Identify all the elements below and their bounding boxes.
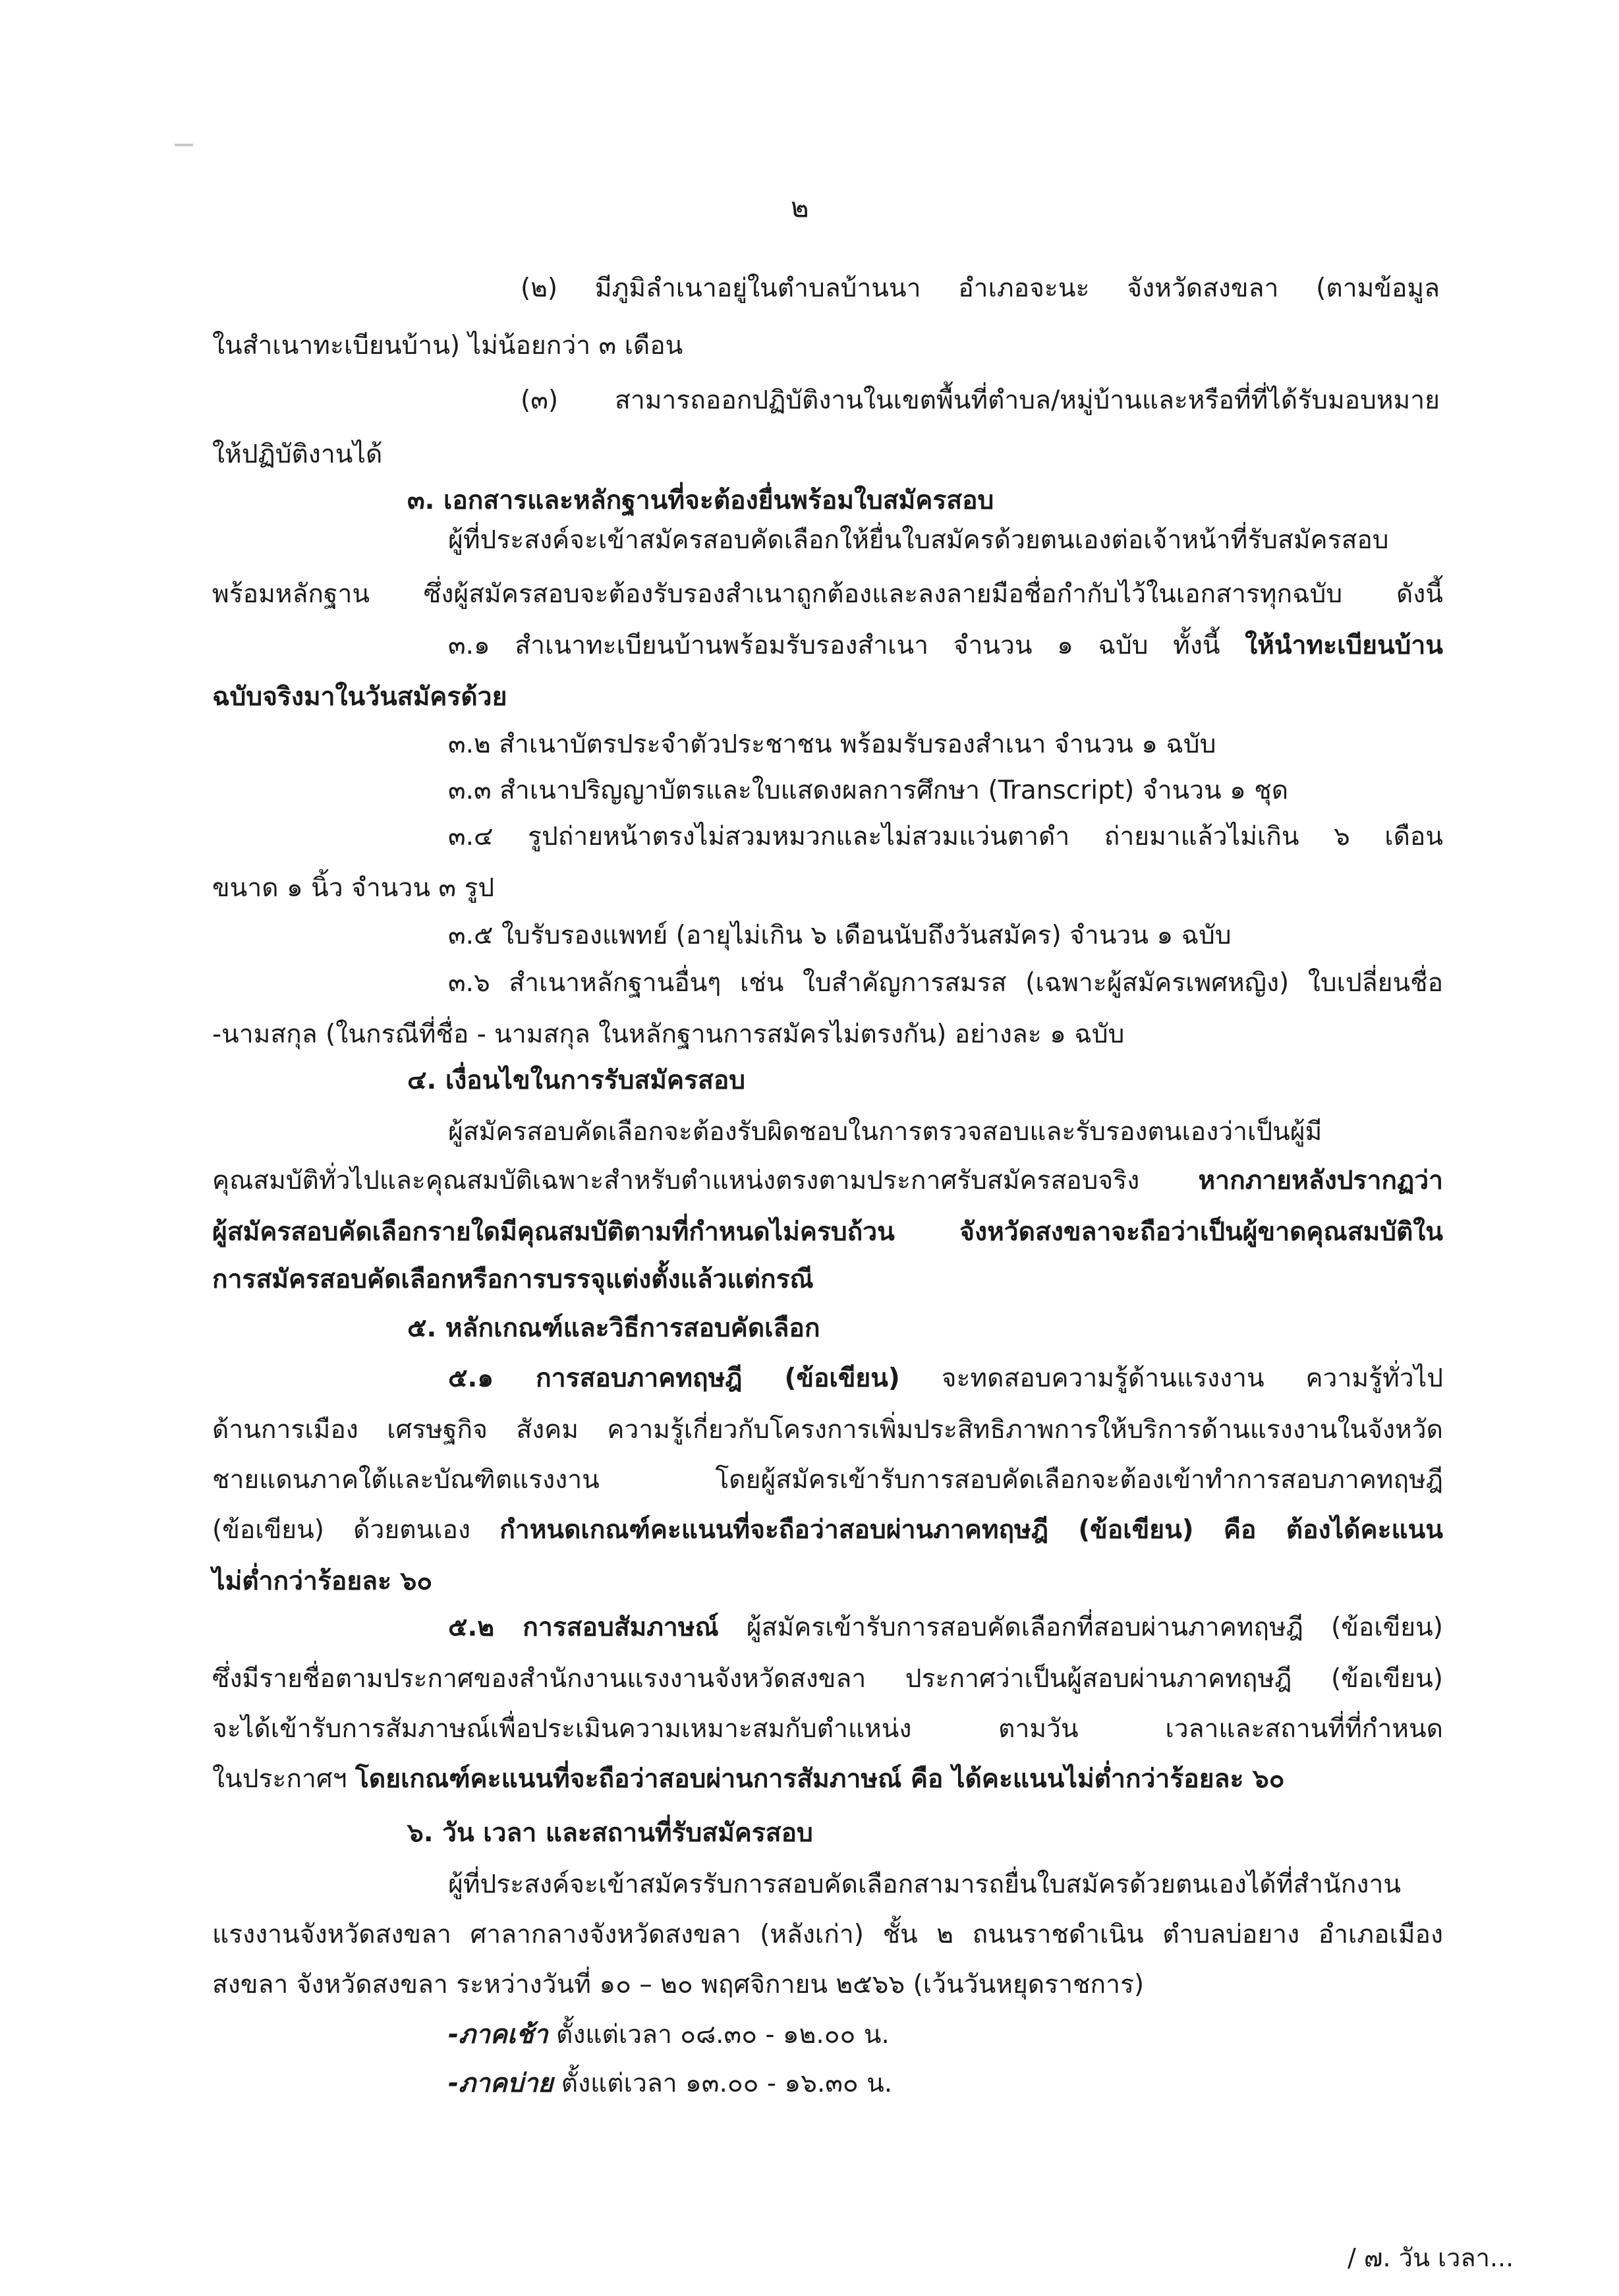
schedule-morning: -ภาคเช้า ตั้งแต่เวลา ๐๘.๓๐ - ๑๒.๐๐ น. [448,2020,890,2050]
doc-3-5: ๓.๕ ใบรับรองแพทย์ (อายุไม่เกิน ๖ เดือนนับถึงวันสมัคร) จำนวน ๑ ฉบับ [448,921,1232,950]
doc-3-4: ๓.๔ รูปถ่ายหน้าตรงไม่สวมหมวกและไม่สวมแว่นตาดำ ถ่ายมาแล้วไม่เกิน ๖ เดือน [448,822,1443,851]
section-6-para-3: สงขลา จังหวัดสงขลา ระหว่างวันที่ ๑๐ – ๒๐ พฤศจิกายน ๒๕๖๖ (เว้นวันหยุดราชการ) [212,1970,1145,1999]
section-4-para-2: คุณสมบัติทั่วไปและคุณสมบัติเฉพาะสำหรับตำแหน่งตรงตามประกาศรับสมัครสอบจริง หากภายหลังปรากฏว่า [212,1166,1443,1195]
doc-3-4-cont: ขนาด ๑ นิ้ว จำนวน ๓ รูป [212,873,495,903]
section-4-para-1: ผู้สมัครสอบคัดเลือกจะต้องรับผิดชอบในการตรวจสอบและรับรองตนเองว่าเป็นผู้มี [448,1117,1322,1147]
section-6-heading: ๖. วัน เวลา และสถานที่รับสมัครสอบ [407,1818,813,1848]
section-3-para-1: ผู้ที่ประสงค์จะเข้าสมัครสอบคัดเลือกให้ยื่นใบสมัครด้วยตนเองต่อเจ้าหน้าที่รับสมัครสอบ [448,525,1389,555]
item-3-line: (๓) สามารถออกปฏิบัติงานในเขตพื้นที่ตำบล/หมู่บ้านและหรือที่ที่ได้รับมอบหมาย [521,386,1440,415]
doc-3-1-cont: ฉบับจริงมาในวันสมัครด้วย [212,682,507,712]
section-4-heading: ๔. เงื่อนไขในการรับสมัครสอบ [407,1066,746,1095]
section-3-para-2: พร้อมหลักฐาน ซึ่งผู้สมัครสอบจะต้องรับรองสำเนาถูกต้องและลงลายมือชื่อกำกับไว้ในเอกสารทุกฉบับ ดังนี้ [212,579,1443,609]
item-2-cont: ในสำเนาทะเบียนบ้าน) ไม่น้อยกว่า ๓ เดือน [212,331,683,360]
section-4-para-4: การสมัครสอบคัดเลือกหรือการบรรจุแต่งตั้งแล้วแต่กรณี [212,1265,814,1294]
doc-3-2: ๓.๒ สำเนาบัตรประจำตัวประชาชน พร้อมรับรองสำเนา จำนวน ๑ ฉบับ [448,730,1216,759]
item-2-line: (๒) มีภูมิลำเนาอยู่ในตำบลบ้านนา อำเภอจะนะ จังหวัดสงขลา (ตามข้อมูล [521,273,1440,303]
doc-3-1: ๓.๑ สำเนาทะเบียนบ้านพร้อมรับรองสำเนา จำนวน ๑ ฉบับ ทั้งนี้ ให้นำทะเบียนบ้าน [448,631,1443,660]
criteria-5-2-cont-2: จะได้เข้ารับการสัมภาษณ์เพื่อประเมินความเหมาะสมกับตำแหน่ง ตามวัน เวลาและสถานที่ที่กำหนด [212,1714,1443,1744]
doc-3-6-cont: -นามสกุล (ในกรณีที่ชื่อ - นามสกุล ในหลักฐานการสมัครไม่ตรงกัน) อย่างละ ๑ ฉบับ [212,1019,1125,1049]
criteria-5-1-cont-1: ด้านการเมือง เศรษฐกิจ สังคม ความรู้เกี่ยวกับโครงการเพิ่มประสิทธิภาพการให้บริการด้านแรงงานในจังหวัด [212,1415,1443,1445]
section-3-heading: ๓. เอกสารและหลักฐานที่จะต้องยื่นพร้อมใบสมัครสอบ [407,486,994,515]
scan-artifact [175,144,193,146]
section-6-para-2: แรงงานจังหวัดสงขลา ศาลากลางจังหวัดสงขลา (หลังเก่า) ชั้น ๒ ถนนราชดำเนิน ตำบลบ่อยาง อำเภอเมือง [212,1920,1443,1949]
doc-3-3: ๓.๓ สำเนาปริญญาบัตรและใบแสดงผลการศึกษา (Transcript) จำนวน ๑ ชุด [448,776,1289,805]
criteria-5-1-cont-3: (ข้อเขียน) ด้วยตนเอง กำหนดเกณฑ์คะแนนที่จะถือว่าสอบผ่านภาคทฤษฎี (ข้อเขียน) คือ ต้องได้คะแนน [212,1515,1443,1545]
section-6-para-1: ผู้ที่ประสงค์จะเข้าสมัครรับการสอบคัดเลือกสามารถยื่นใบสมัครด้วยตนเองได้ที่สำนักงาน [448,1870,1402,1899]
criteria-5-2-cont-3: ในประกาศฯ โดยเกณฑ์คะแนนที่จะถือว่าสอบผ่านการสัมภาษณ์ คือ ได้คะแนนไม่ต่ำกว่าร้อยละ ๖๐ [212,1764,1285,1794]
doc-3-6: ๓.๖ สำเนาหลักฐานอื่นๆ เช่น ใบสำคัญการสมรส (เฉพาะผู้สมัครเพศหญิง) ใบเปลี่ยนชื่อ [448,968,1443,998]
criteria-5-2: ๕.๒ การสอบสัมภาษณ์ ผู้สมัครเข้ารับการสอบคัดเลือกที่สอบผ่านภาคทฤษฎี (ข้อเขียน) [448,1613,1443,1642]
criteria-5-2-cont-1: ซึ่งมีรายชื่อตามประกาศของสำนักงานแรงงานจังหวัดสงขลา ประกาศว่าเป็นผู้สอบผ่านภาคทฤษฎี (ข้อเขียน) [212,1664,1443,1694]
criteria-5-1-cont-2: ชายแดนภาคใต้และบัณฑิตแรงงาน โดยผู้สมัครเข้ารับการสอบคัดเลือกจะต้องเข้าทำการสอบภาคทฤษฎี [212,1465,1443,1495]
criteria-5-1-cont-4: ไม่ต่ำกว่าร้อยละ ๖๐ [212,1566,433,1596]
schedule-afternoon: -ภาคบ่าย ตั้งแต่เวลา ๑๓.๐๐ - ๑๖.๓๐ น. [448,2069,893,2098]
page-number: ๒ [791,191,809,223]
item-3-cont: ให้ปฏิบัติงานได้ [212,440,383,469]
section-5-heading: ๕. หลักเกณฑ์และวิธีการสอบคัดเลือก [407,1313,820,1343]
continuation-note: / ๗. วัน เวลา... [1348,2243,1514,2272]
section-4-para-3: ผู้สมัครสอบคัดเลือกรายใดมีคุณสมบัติตามที่กำหนดไม่ครบถ้วน จังหวัดสงขลาจะถือว่าเป็นผู้ขาดคุณสมบัติใน [212,1217,1443,1247]
criteria-5-1: ๕.๑ การสอบภาคทฤษฎี (ข้อเขียน) จะทดสอบความรู้ด้านแรงงาน ความรู้ทั่วไป [448,1363,1443,1393]
